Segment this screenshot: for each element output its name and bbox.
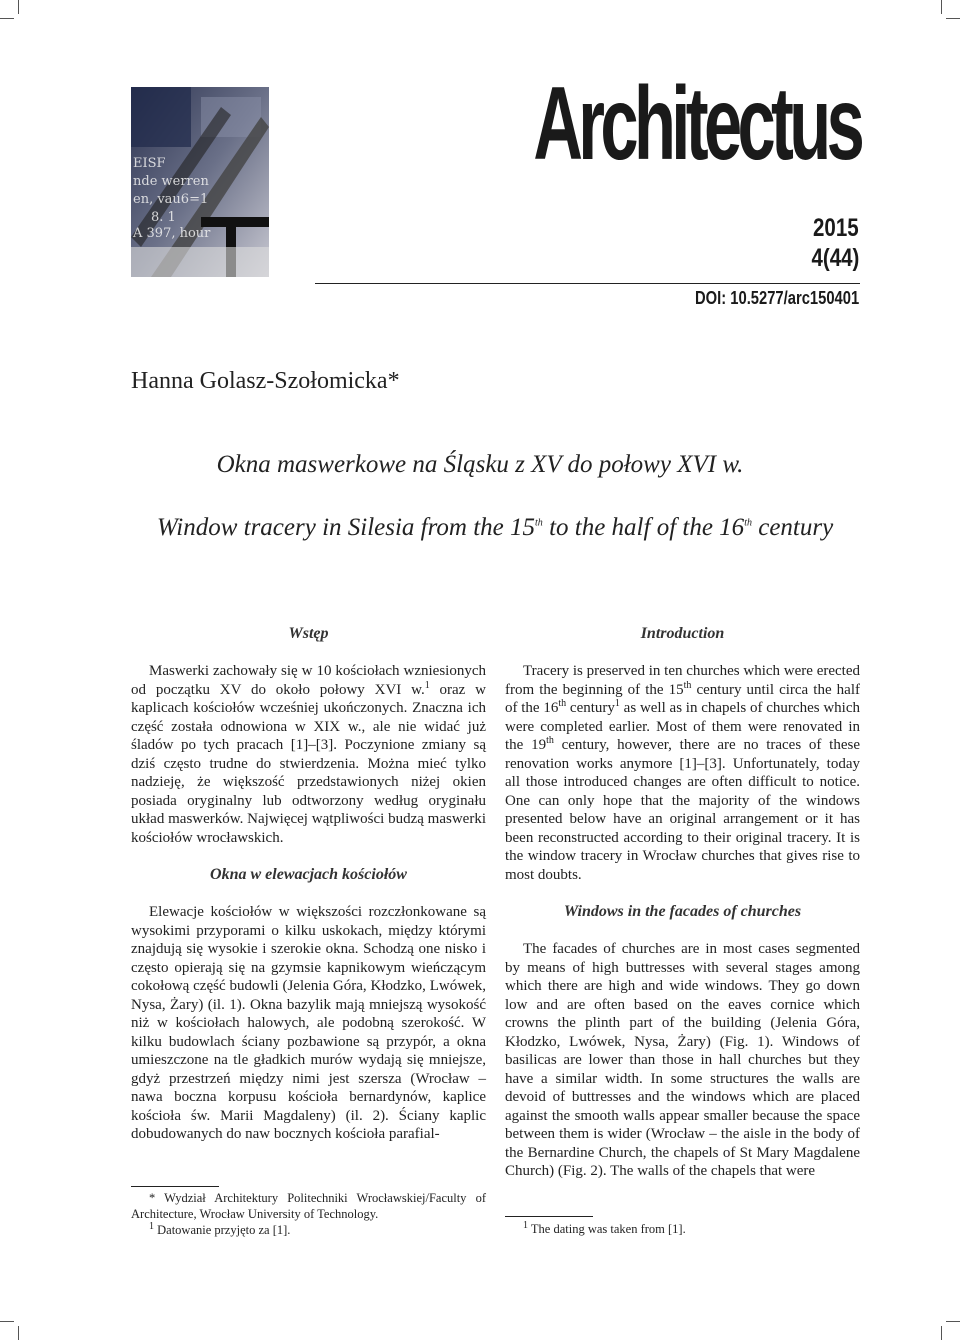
footnote-rule xyxy=(505,1216,593,1217)
footnote: $^1$ Datowanie przyjęto za [1]. xyxy=(149,1220,291,1237)
crop-mark xyxy=(0,18,14,19)
issue-number: 4(44) xyxy=(811,244,859,272)
header-rule xyxy=(315,283,860,284)
title-english: Window tracery in Silesia from the 15th to the half of the 16th century xyxy=(156,514,834,541)
column-english xyxy=(505,624,860,1181)
crop-mark xyxy=(18,1326,19,1340)
crop-mark xyxy=(946,18,960,19)
issue-year: 2015 xyxy=(813,214,859,242)
journal-cover-image xyxy=(131,87,269,277)
paragraph: Tracery is preserved in ten churches which were erected from the beginning of the 15th century until circa the half of the 16th century$^1$ as well as in chapels of churches which were completed earlier. Most of them were renovated in the 19th century, however, there are no traces of these renovation works anymore [1]–[3]. Unfortunately, today all those introduced changes are often difficult to notice. One can only hope that the majority of the windows presented below have an original arrangement or it has been reconstructed according to their original tracery. It is the window tracery in Wrocław churches that gives rise to most doubts. xyxy=(505,663,860,883)
crop-mark xyxy=(0,1321,14,1322)
crop-mark xyxy=(941,1326,942,1340)
footnotes-english xyxy=(505,1221,860,1237)
title-polish: Okna maswerkowe na Śląsku z XV do połowy XVI w. xyxy=(216,451,744,478)
section-heading: Introduction xyxy=(640,625,725,642)
paragraph: The facades of churches are in most cases segmented by means of high buttresses with several stages among which there are high and wide windows. They go down low and are often based on the eaves cornice which crowns the plinth part of the building (Jelenia Góra, Kłodzko, Lwówek, Nysa, Żary) (Fig. 1). Windows of basilicas are lower than those in hall churches but they have a similar width. In some structures the walls are devoid of buttresses and the windows which are placed against the smooth walls appear smaller because the space between them is wider (Wrocław – the aisle in the body of the Bernardine Church, the chapels of St Mary Magdalene Church) (Fig. 2). The walls of the chapels that were xyxy=(505,941,860,1179)
cover-text-line: EISF xyxy=(133,156,166,171)
section-heading: Wstęp xyxy=(288,625,329,642)
section-heading: Windows in the facades of churches xyxy=(563,903,802,920)
section-heading: Okna w elewacjach kościołów xyxy=(210,866,407,883)
journal-title: Architectus xyxy=(533,66,860,182)
footnote: $^1$ The dating was taken from [1]. xyxy=(523,1219,686,1236)
crop-mark xyxy=(18,0,19,14)
crop-mark xyxy=(941,0,942,14)
cover-text-line: en, vau6=1 xyxy=(133,192,209,207)
footnote: * Wydział Architektury Politechniki Wrocławskiej/Faculty of Architecture, Wrocław University of Technology. xyxy=(131,1191,486,1221)
footnote-rule xyxy=(131,1186,219,1187)
footnotes-polish xyxy=(131,1190,486,1238)
paragraph: Maswerki zachowały się w 10 kościołach wzniesionych od początku XV do około połowy XVI w.$^1$ oraz w kaplicach kościołów wcześniej ukończonych. Znaczna ich część została odnowiona w XIX w., ale nie widać już śladów po tych pracach [1]–[3]. Poczynione zmiany są dziś często trudne do stwierdzenia. Można mieć tylko nadzieję, że większość przedstawionych niżej okien posiada oryginalny lub odtworzony według oryginału układ maswerków. Najwięcej wątpliwości budzą maswerki kościołów wrocławskich. xyxy=(131,663,486,846)
crop-mark xyxy=(946,1321,960,1322)
cover-text-line: A 397, hour xyxy=(133,226,211,241)
doi: DOI: 10.5277/arc150401 xyxy=(694,288,859,308)
cover-text-line: nde werren xyxy=(133,174,209,189)
column-polish xyxy=(131,624,486,1144)
cover-text-line: 8. 1 xyxy=(151,210,176,225)
author-name: Hanna Golasz-Szołomicka* xyxy=(131,368,400,394)
paragraph: Elewacje kościołów w większości rozczłonkowane są wysokimi przyporami o kilku uskokach, między którymi znajdują się wysokie i szerokie okna. Schodzą one nisko i często opierają się na gzymsie kapnikowym wieńczącym cokołową część budowli (Jelenia Góra, Kłodzko, Lwówek, Nysa, Żary) (il. 1). Okna bazylik mają mniejszą wysokość niż w kościołach halowych, ale podobną szerokość. W kilku budowlach ściany pozbawione są przypór, a okna umieszczone na tle gładkich murów wydają się mniejsze, gdyż przestrzeń między nimi jest szersza (Wrocław – nawa boczna korpusu kościoła bernardynów, kaplice kościoła św. Marii Magdaleny) (il. 2). Ściany kaplic dobudowanych do naw bocznych kościoła parafial- xyxy=(131,904,486,1142)
